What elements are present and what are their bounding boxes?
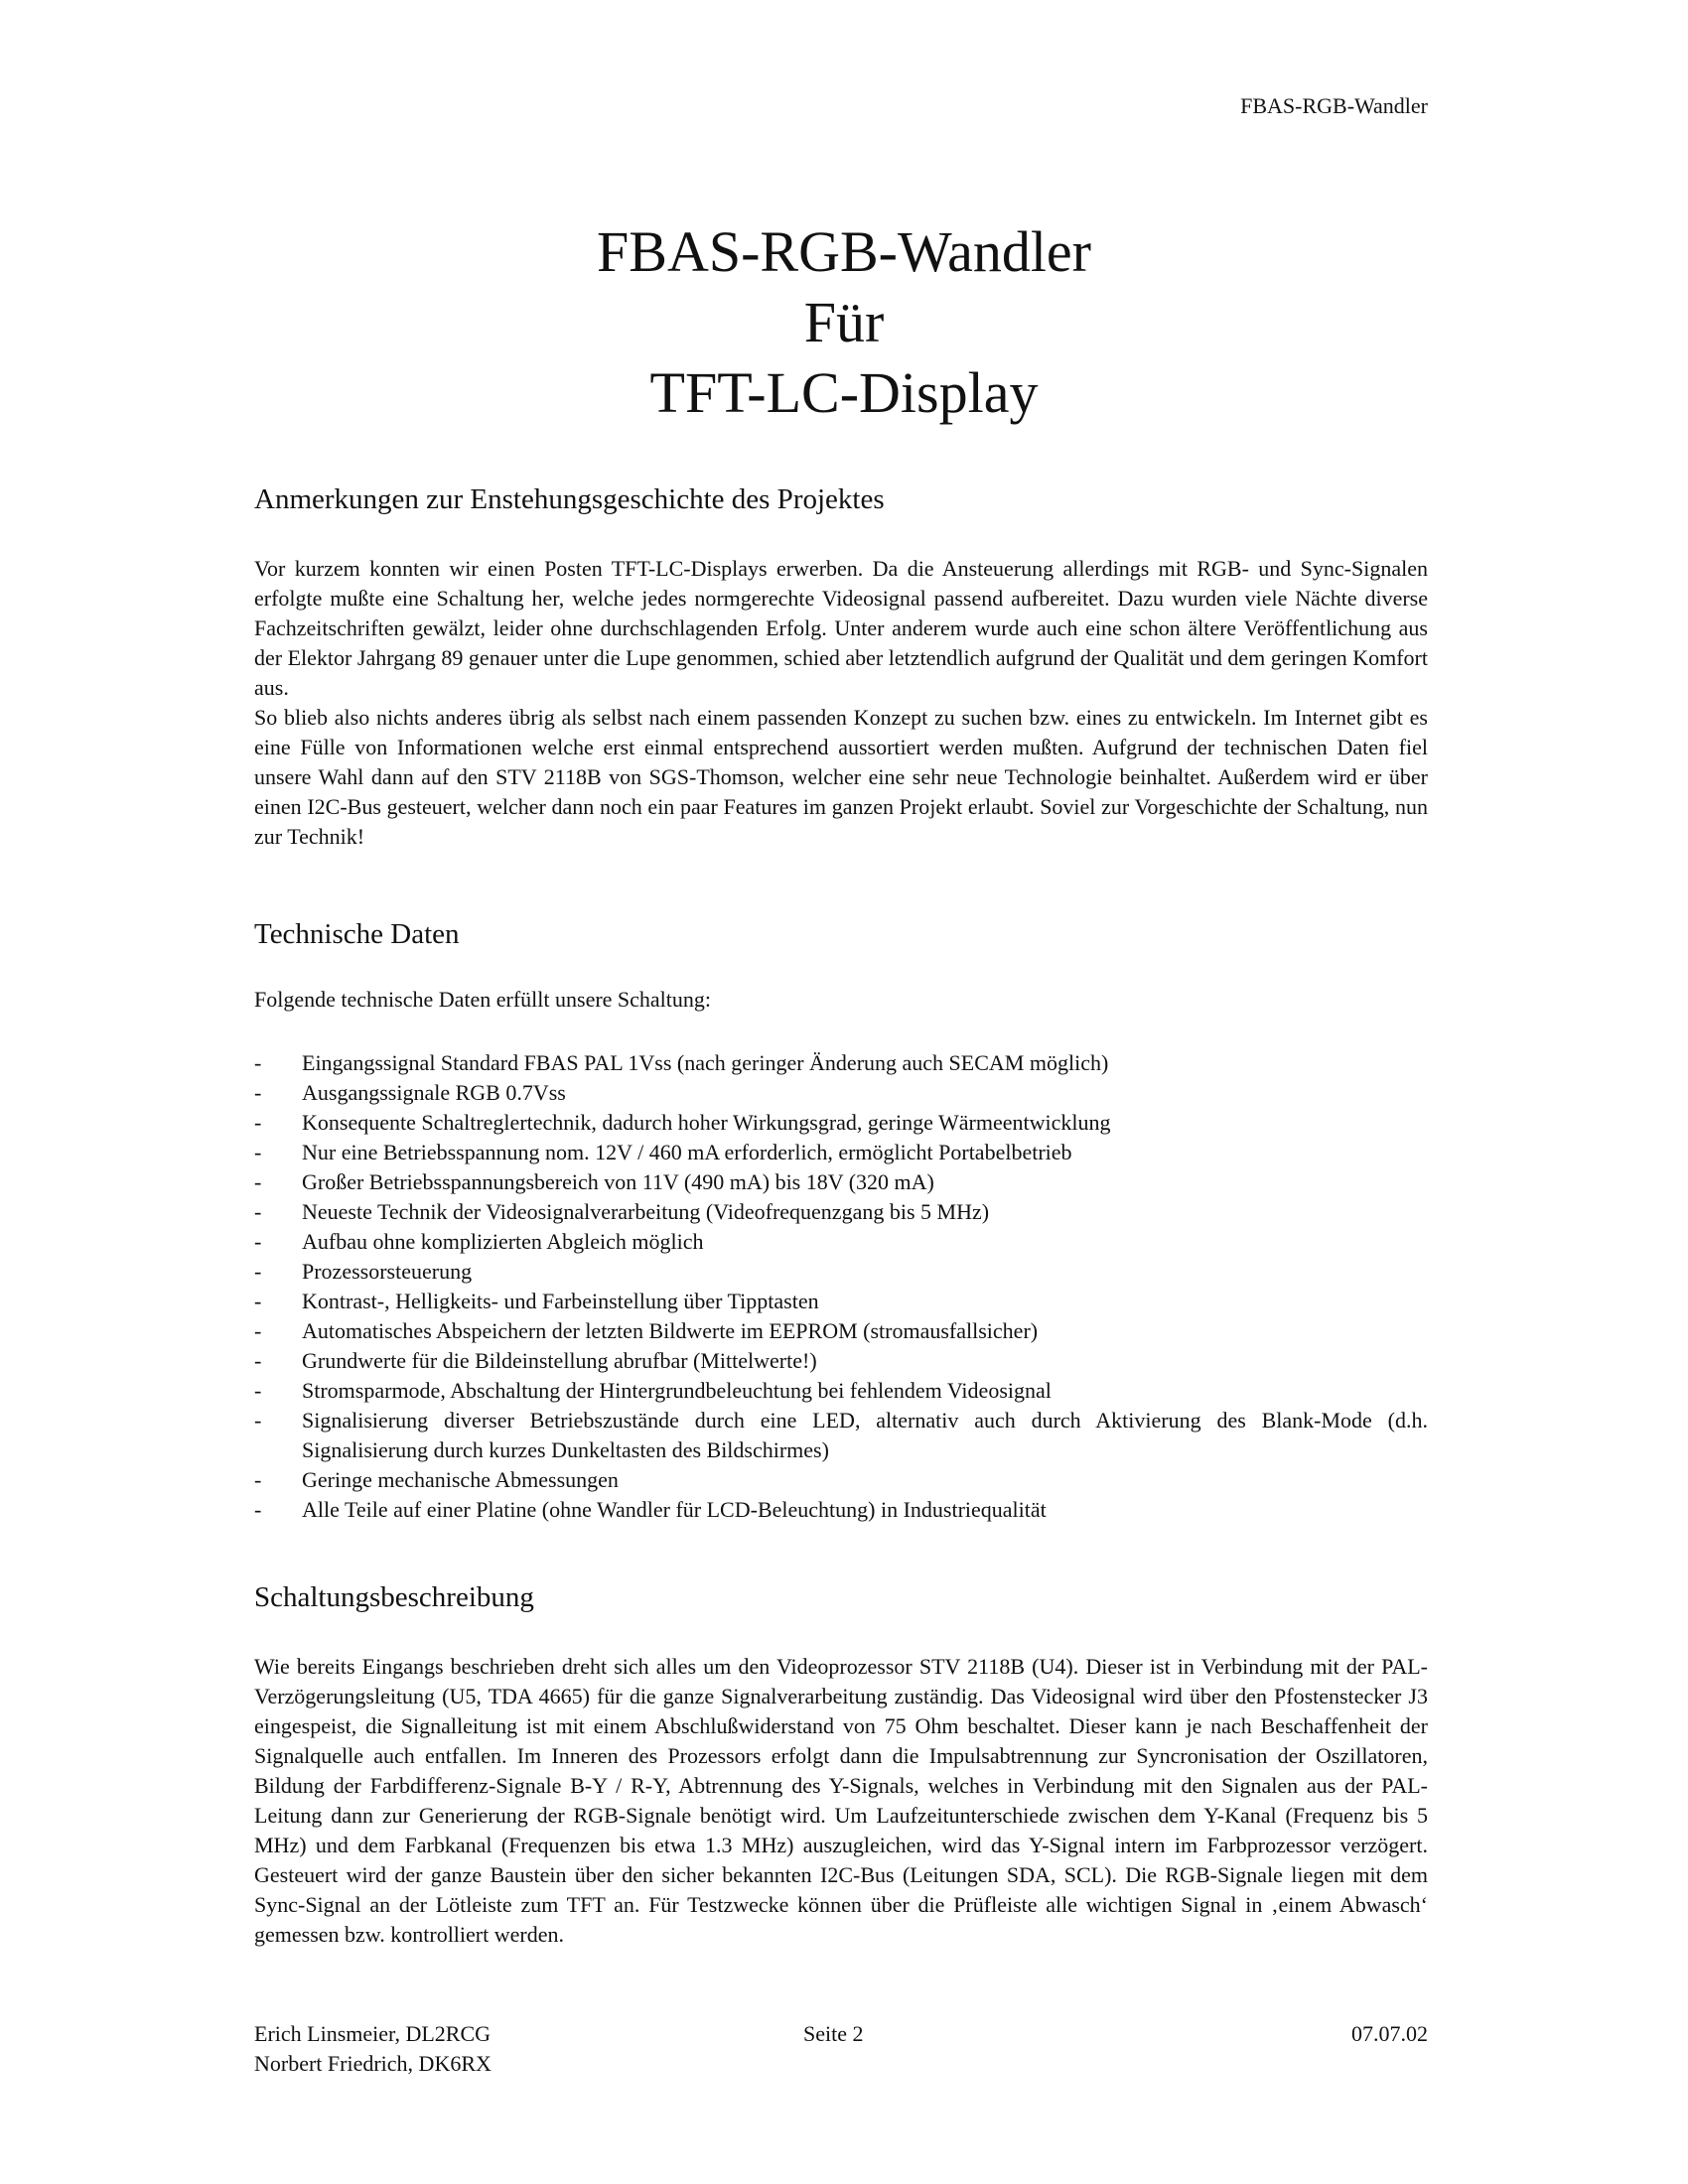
- list-item-text: Ausgangssignale RGB 0.7Vss: [302, 1080, 566, 1105]
- list-item-text: Aufbau ohne komplizierten Abgleich möglich: [302, 1229, 704, 1254]
- list-item: [254, 1257, 1428, 1287]
- list-item: [254, 1167, 1428, 1197]
- title-line-2: Für: [803, 290, 885, 354]
- list-dash: -: [254, 1080, 262, 1105]
- list-dash: -: [254, 1348, 262, 1373]
- document-title: [0, 216, 1688, 428]
- list-item: [254, 1465, 1428, 1495]
- list-item: [254, 1316, 1428, 1346]
- section-heading-circuit: Schaltungsbeschreibung: [254, 1581, 534, 1613]
- list-item: [254, 1376, 1428, 1406]
- paragraph: Wie bereits Eingangs beschrieben dreht sich alles um den Videoprozessor STV 2118B (U4). Dieser ist in Verbindung mit der PAL-Verzögerungsleitung (U5, TDA 4665) für die ganze Signalverarbeitung zuständig. Das Videosignal wird über den Pfostenstecker J3 eingespeist, die Signalleitung ist mit einem Abschlußwiderstand von 75 Ohm beschaltet. Dieser kann je nach Beschaffenheit der Signalquelle auch entfallen. Im Inneren des Prozessors erfolgt dann die Impulsabtrennung zur Syncronisation der Oszillatoren, Bildung der Farbdifferenz-Signale B-Y / R-Y, Abtrennung des Y-Signals, welches in Verbindung mit den Signalen aus der PAL-Leitung dann zur Generierung der RGB-Signale benötigt wird. Um Laufzeitunterschiede zwischen dem Y-Kanal (Frequenz bis 5 MHz) und dem Farbkanal (Frequenzen bis etwa 1.3 MHz) auszugleichen, wird das Y-Signal intern im Farbprozessor verzögert. Gesteuert wird der ganze Baustein über den sicher bekannten I2C-Bus (Leitungen SDA, SCL). Die RGB-Signale liegen mit dem Sync-Signal an der Lötleiste zum TFT an. Für Testzwecke können über die Prüfleiste alle wichtigen Signal in ‚einem Abwasch‘ gemessen bzw. kontrolliert werden.: [254, 1654, 1428, 1947]
- list-item-text: Konsequente Schaltreglertechnik, dadurch hoher Wirkungsgrad, geringe Wärmeentwicklung: [302, 1110, 1111, 1135]
- list-item: [254, 1197, 1428, 1227]
- list-item-text: Grundwerte für die Bildeinstellung abrufbar (Mittelwerte!): [302, 1348, 817, 1373]
- section-specs: [254, 917, 1428, 1525]
- list-item: [254, 1108, 1428, 1138]
- list-item: [254, 1287, 1428, 1316]
- list-dash: -: [254, 1467, 262, 1492]
- section-circuit: [254, 1580, 1428, 1950]
- list-dash: -: [254, 1497, 262, 1522]
- list-dash: -: [254, 1110, 262, 1135]
- list-item-text: Eingangssignal Standard FBAS PAL 1Vss (nach geringer Änderung auch SECAM möglich): [302, 1050, 1109, 1075]
- title-line-3: TFT-LC-Display: [649, 360, 1039, 425]
- list-item-text: Geringe mechanische Abmessungen: [302, 1467, 619, 1492]
- list-dash: -: [254, 1199, 262, 1224]
- section-heading-history: Anmerkungen zur Enstehungsgeschichte des Projektes: [254, 483, 885, 515]
- running-header: FBAS-RGB-Wandler: [1240, 93, 1428, 118]
- list-item-text: Prozessorsteuerung: [302, 1259, 473, 1284]
- footer-date: 07.07.02: [1351, 2021, 1428, 2046]
- footer-authors: [254, 2019, 492, 2079]
- list-item: [254, 1227, 1428, 1257]
- list-dash: -: [254, 1318, 262, 1343]
- list-item: [254, 1346, 1428, 1376]
- list-item-text: Neueste Technik der Videosignalverarbeitung (Videofrequenzgang bis 5 MHz): [302, 1199, 990, 1224]
- feature-list: [254, 1048, 1428, 1525]
- author-line: Norbert Friedrich, DK6RX: [254, 2051, 492, 2076]
- list-item-text: Signalisierung diverser Betriebszustände durch eine LED, alternativ auch durch Aktivierung des Blank-Mode (d.h. Signalisierung durch kurzes Dunkeltasten des Bildschirmes): [302, 1408, 1428, 1462]
- list-item-text: Großer Betriebsspannungsbereich von 11V (490 mA) bis 18V (320 mA): [302, 1169, 934, 1194]
- list-item: [254, 1495, 1428, 1525]
- document-body: [254, 482, 1428, 1950]
- list-item: [254, 1048, 1428, 1078]
- list-item: [254, 1138, 1428, 1167]
- list-dash: -: [254, 1050, 262, 1075]
- paragraph: So blieb also nichts anderes übrig als selbst nach einem passenden Konzept zu suchen bzw. eines zu entwickeln. Im Internet gibt es eine Fülle von Informationen welche erst einmal entsprechend aussortiert werden mußten. Aufgrund der technischen Daten fiel unsere Wahl dann auf den STV 2118B von SGS-Thomson, welcher eine sehr neue Technologie beinhaltet. Außerdem wird er über einen I2C-Bus gesteuert, welcher dann noch ein paar Features im ganzen Projekt erlaubt. Soviel zur Vorgeschichte der Schaltung, nun zur Technik!: [254, 705, 1428, 849]
- list-dash: -: [254, 1169, 262, 1194]
- list-dash: -: [254, 1408, 262, 1433]
- page-number: Seite 2: [803, 2021, 864, 2046]
- specs-intro: Folgende technische Daten erfüllt unsere Schaltung:: [254, 987, 712, 1012]
- list-item-text: Automatisches Abspeichern der letzten Bildwerte im EEPROM (stromausfallsicher): [302, 1318, 1039, 1343]
- list-dash: -: [254, 1289, 262, 1313]
- list-item: [254, 1406, 1428, 1465]
- paragraph: Vor kurzem konnten wir einen Posten TFT-LC-Displays erwerben. Da die Ansteuerung allerdings mit RGB- und Sync-Signalen erfolgte mußte eine Schaltung her, welche jedes normgerechte Videosignal passend aufbereitet. Dazu wurden viele Nächte diverse Fachzeitschriften gewälzt, leider ohne durchschlagenden Erfolg. Unter anderem wurde auch eine schon ältere Veröffentlichung aus der Elektor Jahrgang 89 genauer unter die Lupe genommen, schied aber letztendlich aufgrund der Qualität und dem geringen Komfort aus.: [254, 556, 1428, 700]
- circuit-text: [254, 1652, 1428, 1950]
- list-dash: -: [254, 1140, 262, 1164]
- list-item-text: Nur eine Betriebsspannung nom. 12V / 460 mA erforderlich, ermöglicht Portabelbetrieb: [302, 1140, 1072, 1164]
- list-item-text: Stromsparmode, Abschaltung der Hintergrundbeleuchtung bei fehlendem Videosignal: [302, 1378, 1052, 1403]
- title-line-1: FBAS-RGB-Wandler: [597, 219, 1091, 284]
- author-line: Erich Linsmeier, DL2RCG: [254, 2021, 492, 2046]
- list-dash: -: [254, 1378, 262, 1403]
- list-dash: -: [254, 1229, 262, 1254]
- list-dash: -: [254, 1259, 262, 1284]
- list-item-text: Kontrast-, Helligkeits- und Farbeinstellung über Tipptasten: [302, 1289, 819, 1313]
- history-text: [254, 554, 1428, 852]
- section-history: [254, 482, 1428, 852]
- list-item: [254, 1078, 1428, 1108]
- list-item-text: Alle Teile auf einer Platine (ohne Wandler für LCD-Beleuchtung) in Industriequalität: [302, 1497, 1047, 1522]
- page-footer: [254, 2019, 1428, 2089]
- section-heading-specs: Technische Daten: [254, 918, 460, 950]
